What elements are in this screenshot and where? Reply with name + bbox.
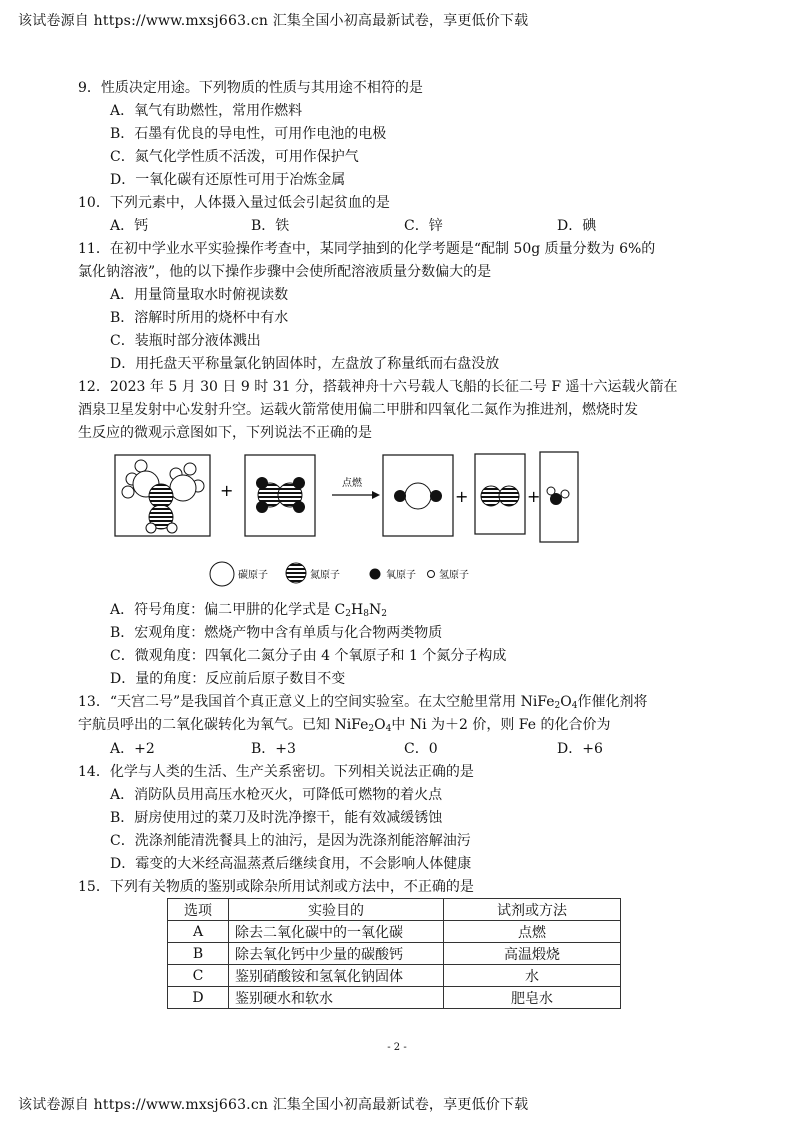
table-cell: 肥皂水 — [444, 987, 621, 1009]
question-14-option-b: B．厨房使用过的菜刀及时洗净擦干，能有效减缓锈蚀 — [110, 810, 443, 826]
question-9-stem: 9．性质决定用途。下列物质的性质与其用途不相符的是 — [78, 80, 423, 96]
legend-carbon-label: 碳原子 — [238, 570, 268, 581]
question-13-option-d: D．+6 — [557, 741, 603, 757]
question-12-option-b: B．宏观角度：燃烧产物中含有单质与化合物两类物质 — [110, 625, 443, 641]
product-carbon-dioxide-molecule — [383, 455, 453, 536]
question-9-option-a: A．氧气有助燃性，常用作燃料 — [110, 103, 303, 119]
question-14-stem: 14．化学与人类的生活、生产关系密切。下列相关说法正确的是 — [78, 764, 474, 780]
table-header-cell: 选项 — [168, 899, 229, 921]
table-header-cell: 试剂或方法 — [444, 899, 621, 921]
question-9-option-b: B．石墨有优良的导电性，可用作电池的电极 — [110, 126, 387, 142]
question-13-option-c: C．0 — [404, 741, 438, 757]
table-header-row — [168, 899, 621, 921]
question-12-stem-line1: 12．2023 年 5 月 30 日 9 时 31 分，搭载神舟十六号载人飞船的长征二号 F 遥十六运载火箭在 — [78, 379, 678, 395]
hydrogen-atom-symbol — [428, 571, 435, 578]
nitrogen-atom-symbol — [286, 563, 306, 583]
page-header: 该试卷源自 https://www.mxsj663.cn 汇集全国小初高最新试卷，享更低价下载 — [18, 13, 529, 29]
question-10-option-c: C．锌 — [404, 218, 443, 234]
question-12-option-a: A．符号角度：偏二甲肼的化学式是 $C_2H_8N_2$ — [110, 602, 387, 619]
question-10-stem: 10．下列元素中，人体摄入量过低会引起贫血的是 — [78, 195, 390, 211]
table-cell: 鉴别硝酸铵和氢氧化钠固体 — [229, 965, 444, 987]
legend-nitrogen-label: 氮原子 — [310, 570, 340, 581]
table-cell: A — [168, 921, 229, 943]
table-cell: 除去氧化钙中少量的碳酸钙 — [229, 943, 444, 965]
question-14-option-a: A．消防队员用高压水枪灭火，可降低可燃物的着火点 — [110, 787, 443, 803]
page-number: - 2 - — [387, 1042, 407, 1053]
table-header-cell: 实验目的 — [229, 899, 444, 921]
table-cell: D — [168, 987, 229, 1009]
question-10-option-b: B．铁 — [251, 218, 290, 234]
table-cell: 水 — [444, 965, 621, 987]
reactant-dinitrogen-tetroxide-molecule — [245, 455, 315, 536]
question-11-option-a: A．用量筒量取水时俯视读数 — [110, 287, 289, 303]
table-cell: 除去二氧化碳中的一氧化碳 — [229, 921, 444, 943]
legend-hydrogen-label: 氢原子 — [439, 570, 469, 581]
question-13-stem-line2: 宇航员呼出的二氧化碳转化为氧气。已知 $NiFe_2O_4$中 Ni 为＋2 价，则 Fe 的化合价为 — [78, 717, 611, 734]
table-row — [168, 965, 621, 987]
reaction-diagram — [110, 448, 590, 548]
question-11-stem-line1: 11．在初中学业水平实验操作考查中，某同学抽到的化学考题是“配制 50g 质量分数为 6%的 — [78, 241, 656, 257]
question-12-option-c: C．微观角度：四氧化二氮分子由 4 个氧原子和 1 个氮分子构成 — [110, 648, 507, 664]
question-11-stem-line2: 氯化钠溶液”，他的以下操作步骤中会使所配溶液质量分数偏大的是 — [78, 264, 492, 280]
question-11-option-b: B．溶解时所用的烧杯中有水 — [110, 310, 289, 326]
question-12-stem-line3: 生反应的微观示意图如下，下列说法不正确的是 — [78, 425, 372, 441]
table-cell: C — [168, 965, 229, 987]
question-9-option-d: D．一氧化碳有还原性可用于冶炼金属 — [110, 172, 346, 188]
legend-oxygen-label: 氧原子 — [386, 570, 416, 581]
page-footer: 该试卷源自 https://www.mxsj663.cn 汇集全国小初高最新试卷，享更低价下载 — [18, 1097, 529, 1113]
product-water-molecule — [540, 452, 578, 542]
plus-sign: + — [220, 481, 234, 500]
product-nitrogen-molecule — [475, 454, 525, 534]
question-11-option-d: D．用托盘天平称量氯化钠固体时，左盘放了称量纸而右盘没放 — [110, 356, 500, 372]
question-13-option-a: A．+2 — [110, 741, 155, 757]
question-15-stem: 15．下列有关物质的鉴别或除杂所用试剂或方法中，不正确的是 — [78, 879, 474, 895]
table-cell: 点燃 — [444, 921, 621, 943]
table-cell: B — [168, 943, 229, 965]
question-10-option-a: A．钙 — [110, 218, 149, 234]
reactant-dimethylhydrazine-molecule — [115, 455, 210, 536]
table-cell: 鉴别硬水和软水 — [229, 987, 444, 1009]
question-10-option-d: D．碘 — [557, 218, 597, 234]
question-12-stem-line2: 酒泉卫星发射中心发射升空。运载火箭常使用偏二甲肼和四氧化二氮作为推进剂，燃烧时发 — [78, 402, 638, 418]
plus-sign: + — [527, 487, 541, 506]
table-row — [168, 921, 621, 943]
table-cell: 高温煅烧 — [444, 943, 621, 965]
diagram-legend — [208, 560, 508, 590]
reaction-arrow — [332, 476, 380, 499]
question-14-option-d: D．霉变的大米经高温蒸煮后继续食用，不会影响人体健康 — [110, 856, 472, 872]
question-9-option-c: C．氮气化学性质不活泼，可用作保护气 — [110, 149, 359, 165]
carbon-atom-symbol — [210, 562, 234, 586]
question-13-stem-line1: 13．“天宫二号”是我国首个真正意义上的空间实验室。在太空舱里常用 $NiFe_2O_4$作催化剂将 — [78, 694, 648, 711]
plus-sign: + — [455, 487, 469, 506]
question-15-table — [167, 898, 621, 1009]
question-12-option-d: D．量的角度：反应前后原子数目不变 — [110, 671, 346, 687]
table-row — [168, 943, 621, 965]
arrow-label: 点燃 — [342, 478, 362, 489]
question-14-option-c: C．洗涤剂能清洗餐具上的油污，是因为洗涤剂能溶解油污 — [110, 833, 471, 849]
question-11-option-c: C．装瓶时部分液体溅出 — [110, 333, 261, 349]
question-13-option-b: B．+3 — [251, 741, 296, 757]
table-row — [168, 987, 621, 1009]
oxygen-atom-symbol — [370, 569, 381, 580]
